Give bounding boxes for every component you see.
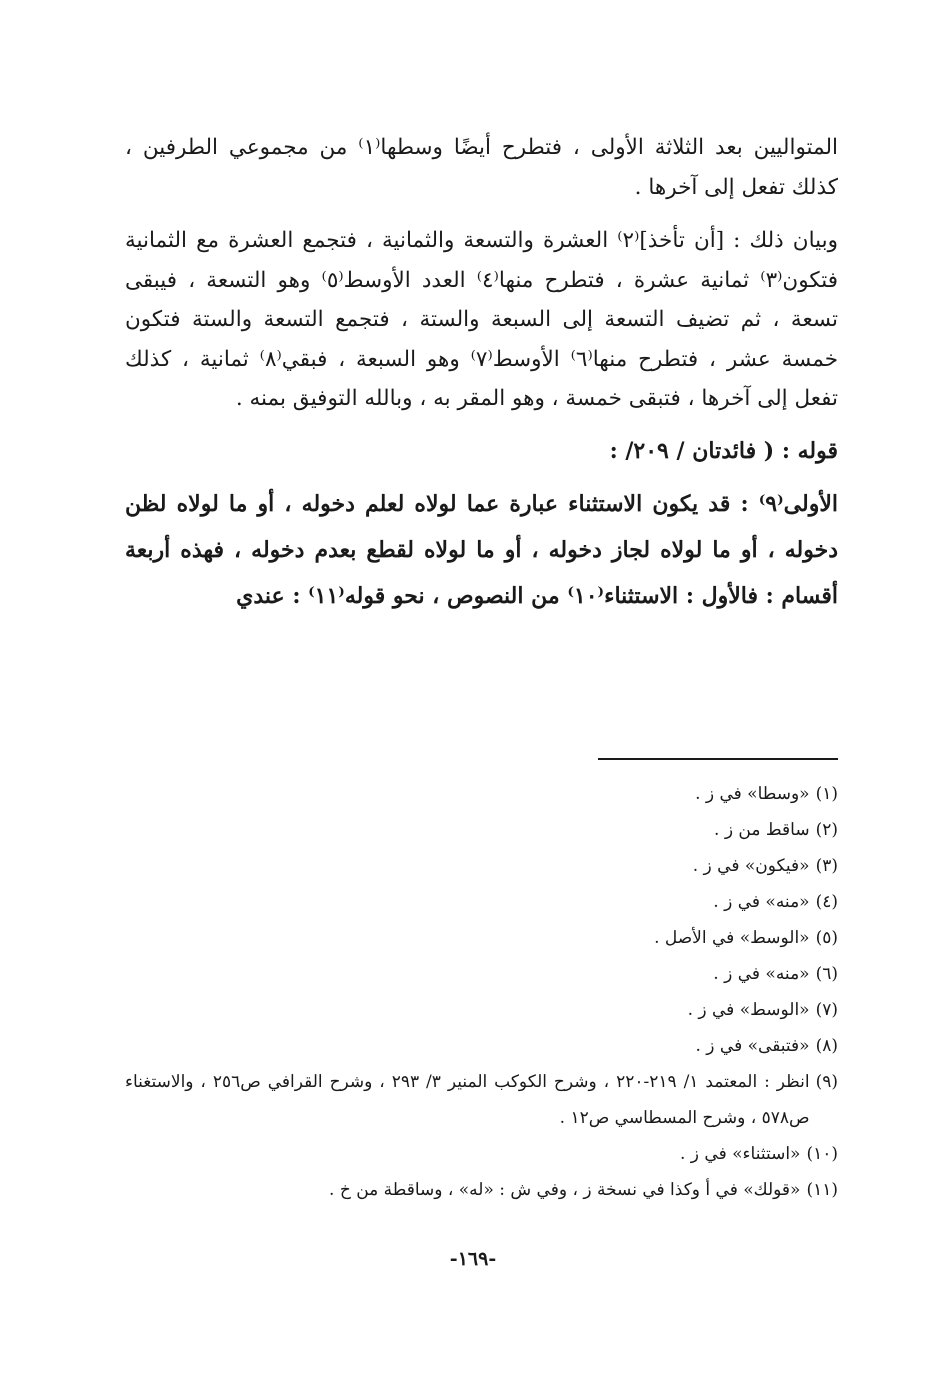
footnote-text: «فتبقى» في ز . — [695, 1036, 810, 1056]
footnote-text: «الوسط» في الأصل . — [654, 928, 810, 948]
footnote-text: «وسطا» في ز . — [695, 784, 810, 804]
footnote-divider — [598, 758, 838, 760]
paragraph-1: المتواليين بعد الثلاثة الأولى ، فتطرح أيضًا وسطها⁽١⁾ من مجموعي الطرفين ، كذلك تفعل إلى آخرها . — [125, 135, 838, 200]
footnote-number: (٢) — [815, 820, 838, 840]
footnote-text: ساقط من ز . — [714, 820, 810, 840]
footnote-text: «قولك» في أ وكذا في نسخة ز ، وفي ش : «له» ، وساقطة من خ . — [329, 1180, 801, 1200]
section-heading: قوله : ( فائدتان / ٢٠٩/ : — [609, 437, 838, 464]
footnote-number: (٤) — [815, 892, 838, 912]
footnote — [125, 848, 838, 884]
footnote — [125, 920, 838, 956]
footnote — [125, 1136, 838, 1172]
footnote-number: (١) — [815, 784, 838, 804]
page-number: -١٦٩- — [449, 1248, 497, 1270]
footnote-text: «منه» في ز . — [713, 892, 810, 912]
paragraph-2: وبيان ذلك : [أن تأخذ]⁽٢⁾ العشرة والتسعة والثمانية ، فتجمع العشرة مع الثمانية فتكون⁽٣⁾ ثمانية عشرة ، فتطرح منها⁽٤⁾ العدد الأوسط⁽٥⁾ وهو التسعة ، فيبقى تسعة ، ثم تضيف التسعة إلى السبعة والستة ، فتجمع التسعة والستة فتكون خمسة عشر ، فتطرح منها⁽٦⁾ الأوسط⁽٧⁾ وهو السبعة ، فبقي⁽٨⁾ ثمانية ، كذلك تفعل إلى آخرها ، فتبقى خمسة ، وهو المقر به ، وبالله التوفيق بمنه . — [125, 228, 838, 411]
footnote — [125, 1172, 838, 1208]
footnote-number: (٩) — [815, 1072, 838, 1092]
footnote — [125, 956, 838, 992]
bold-paragraph: الأولى⁽٩⁾ : قد يكون الاستثناء عبارة عما لولاه لعلم دخوله ، أو ما لولاه لظن دخوله ، أو ما لولاه لجاز دخوله ، أو ما لولاه لقطع بعدم دخوله ، فهذه أربعة أقسام : فالأول : الاستثناء⁽١٠⁾ من النصوص ، نحو قوله⁽١١⁾ : عندي — [125, 490, 838, 609]
footnote-number: (١٠) — [806, 1144, 838, 1164]
footnote-number: (٣) — [815, 856, 838, 876]
footnote-text: «منه» في ز . — [713, 964, 810, 984]
footnotes — [125, 776, 838, 1208]
footnote — [125, 1028, 838, 1064]
footnote-text: انظر : المعتمد ١/ ٢١٩-٢٢٠ ، وشرح الكوكب المنير ٣/ ٢٩٣ ، وشرح القرافي ص٢٥٦ ، والاستغناء ص٥٧٨ ، وشرح المسطاسي ص١٢ . — [125, 1072, 810, 1128]
footnote — [125, 776, 838, 812]
main-text — [125, 128, 838, 619]
footnote-number: (١١) — [806, 1180, 838, 1200]
footnote-text: «الوسط» في ز . — [687, 1000, 810, 1020]
footnote-number: (٦) — [815, 964, 838, 984]
footnote — [125, 812, 838, 848]
footnote-text: «استثناء» في ز . — [680, 1144, 801, 1164]
footnote-text: «فيكون» في ز . — [692, 856, 810, 876]
footnote-number: (٧) — [815, 1000, 838, 1020]
footnote-number: (٨) — [815, 1036, 838, 1056]
footnote — [125, 992, 838, 1028]
footnote — [125, 1064, 838, 1136]
footnote — [125, 884, 838, 920]
footnote-number: (٥) — [815, 928, 838, 948]
